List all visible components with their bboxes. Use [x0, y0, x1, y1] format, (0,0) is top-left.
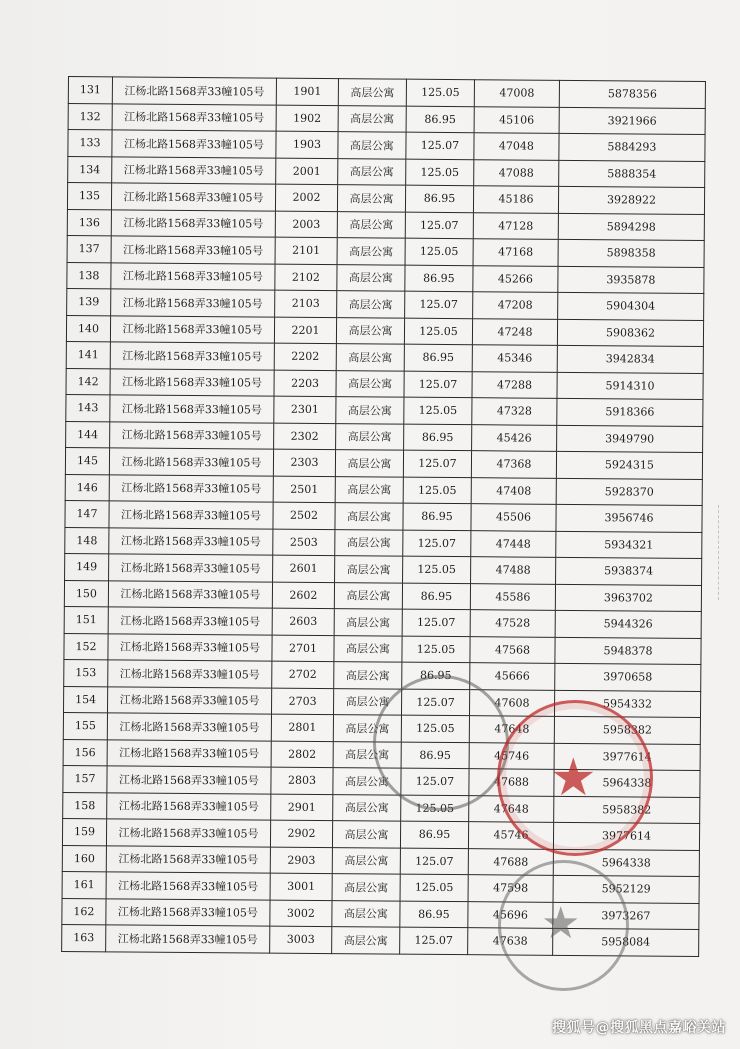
price-list-table	[61, 76, 706, 956]
unit-price-cell: 47008	[474, 80, 559, 107]
address-cell: 江杨北路1568弄33幢105号	[110, 368, 274, 396]
total-price-cell: 5958382	[554, 716, 700, 744]
row-number-cell: 132	[68, 103, 112, 130]
row-number-cell: 143	[66, 394, 110, 421]
total-price-cell: 3942834	[557, 345, 703, 373]
unit-price-cell: 47648	[469, 795, 554, 822]
unit-price-cell: 45586	[470, 583, 555, 610]
room-number-cell: 2302	[274, 423, 336, 450]
room-number-cell: 2803	[271, 767, 333, 794]
unit-price-cell: 45666	[470, 663, 555, 690]
row-number-cell: 152	[64, 633, 108, 660]
property-type-cell: 高层公寓	[338, 105, 406, 132]
room-number-cell: 2303	[273, 449, 335, 476]
property-type-cell: 高层公寓	[335, 450, 403, 477]
row-number-cell: 162	[62, 898, 106, 925]
unit-price-cell: 47608	[469, 689, 554, 716]
property-type-cell: 高层公寓	[334, 582, 402, 609]
address-cell: 江杨北路1568弄33幢105号	[112, 156, 276, 184]
total-price-cell: 5938374	[556, 557, 702, 585]
area-cell: 86.95	[404, 424, 472, 451]
area-cell: 125.05	[401, 715, 469, 742]
area-cell: 86.95	[402, 662, 470, 689]
row-number-cell: 135	[67, 183, 111, 210]
row-number-cell: 154	[64, 686, 108, 713]
room-number-cell: 2702	[272, 661, 334, 688]
area-cell: 86.95	[404, 344, 472, 371]
room-number-cell: 2103	[275, 290, 337, 317]
total-price-cell: 3977614	[553, 822, 699, 850]
unit-price-cell: 47568	[470, 636, 555, 663]
price-list-table-wrapper	[61, 76, 705, 956]
property-type-cell: 高层公寓	[335, 476, 403, 503]
area-cell: 125.07	[401, 689, 469, 716]
area-cell: 125.05	[403, 556, 471, 583]
row-number-cell: 136	[67, 209, 111, 236]
unit-price-cell: 47048	[474, 133, 559, 160]
address-cell: 江杨北路1568弄33幢105号	[108, 633, 272, 661]
area-cell: 86.95	[405, 185, 473, 212]
room-number-cell: 2001	[276, 158, 338, 185]
row-number-cell: 155	[63, 712, 107, 739]
address-cell: 江杨北路1568弄33幢105号	[109, 527, 273, 555]
property-type-cell: 高层公寓	[332, 874, 400, 901]
row-number-cell: 134	[68, 156, 112, 183]
address-cell: 江杨北路1568弄33幢105号	[110, 342, 274, 370]
total-price-cell: 5944326	[555, 610, 701, 638]
address-cell: 江杨北路1568弄33幢105号	[106, 845, 270, 873]
total-price-cell: 5954332	[554, 690, 700, 718]
row-number-cell: 148	[65, 527, 109, 554]
property-type-cell: 高层公寓	[337, 211, 405, 238]
row-number-cell: 147	[65, 500, 109, 527]
area-cell: 86.95	[401, 742, 469, 769]
property-type-cell: 高层公寓	[338, 132, 406, 159]
unit-price-cell: 47528	[470, 610, 555, 637]
address-cell: 江杨北路1568弄33幢105号	[111, 289, 275, 317]
unit-price-cell: 47448	[471, 530, 556, 557]
area-cell: 125.07	[404, 371, 472, 398]
total-price-cell: 3973267	[553, 902, 699, 930]
unit-price-cell: 45266	[473, 265, 558, 292]
property-type-cell: 高层公寓	[333, 688, 401, 715]
property-type-cell: 高层公寓	[333, 768, 401, 795]
unit-price-cell: 45746	[468, 822, 553, 849]
row-number-cell: 144	[66, 421, 110, 448]
room-number-cell: 2602	[272, 582, 334, 609]
room-number-cell: 1903	[276, 131, 338, 158]
row-number-cell: 153	[64, 659, 108, 686]
property-type-cell: 高层公寓	[337, 185, 405, 212]
property-type-cell: 高层公寓	[334, 609, 402, 636]
total-price-cell: 5884293	[559, 133, 705, 161]
area-cell: 125.05	[406, 79, 474, 106]
address-cell: 江杨北路1568弄33幢105号	[106, 819, 270, 847]
room-number-cell: 2802	[271, 741, 333, 768]
property-type-cell: 高层公寓	[333, 715, 401, 742]
property-type-cell: 高层公寓	[337, 291, 405, 318]
address-cell: 江杨北路1568弄33幢105号	[112, 130, 276, 158]
unit-price-cell: 47088	[474, 159, 559, 186]
total-price-cell: 5934321	[556, 531, 702, 559]
property-type-cell: 高层公寓	[336, 423, 404, 450]
unit-price-cell: 47688	[469, 769, 554, 796]
property-type-cell: 高层公寓	[337, 264, 405, 291]
address-cell: 江杨北路1568弄33幢105号	[107, 686, 271, 714]
unit-price-cell: 47648	[469, 716, 554, 743]
row-number-cell: 160	[62, 845, 106, 872]
property-type-cell: 高层公寓	[332, 847, 400, 874]
total-price-cell: 5964338	[554, 769, 700, 797]
address-cell: 江杨北路1568弄33幢105号	[112, 103, 276, 131]
room-number-cell: 2202	[274, 343, 336, 370]
total-price-cell: 5878356	[559, 80, 705, 108]
area-cell: 125.07	[406, 132, 474, 159]
address-cell: 江杨北路1568弄33幢105号	[111, 183, 275, 211]
unit-price-cell: 47248	[472, 318, 557, 345]
unit-price-cell: 47168	[473, 239, 558, 266]
row-number-cell: 142	[66, 368, 110, 395]
total-price-cell: 3921966	[559, 107, 705, 135]
row-number-cell: 150	[64, 580, 108, 607]
seal-star-icon: ★	[541, 898, 581, 949]
total-price-cell: 5958382	[554, 796, 700, 824]
address-cell: 江杨北路1568弄33幢105号	[110, 421, 274, 449]
page-edge-mark	[718, 505, 733, 600]
address-cell: 江杨北路1568弄33幢105号	[111, 209, 275, 237]
area-cell: 86.95	[405, 265, 473, 292]
room-number-cell: 2003	[275, 211, 337, 238]
room-number-cell: 2603	[272, 608, 334, 635]
area-cell: 125.07	[401, 768, 469, 795]
room-number-cell: 2201	[274, 317, 336, 344]
row-number-cell: 133	[68, 130, 112, 157]
property-type-cell: 高层公寓	[336, 317, 404, 344]
total-price-cell: 5958084	[553, 928, 699, 956]
total-price-cell: 3928922	[558, 186, 704, 214]
address-cell: 江杨北路1568弄33幢105号	[108, 607, 272, 635]
property-type-cell: 高层公寓	[333, 741, 401, 768]
property-type-cell: 高层公寓	[335, 529, 403, 556]
property-type-cell: 高层公寓	[332, 900, 400, 927]
unit-price-cell: 47598	[468, 875, 553, 902]
total-price-cell: 3949790	[557, 425, 703, 453]
row-number-cell: 131	[68, 77, 112, 104]
room-number-cell: 2903	[270, 847, 332, 874]
area-cell: 86.95	[406, 106, 474, 133]
property-type-cell: 高层公寓	[332, 927, 400, 954]
area-cell: 125.05	[401, 795, 469, 822]
row-number-cell: 137	[67, 235, 111, 262]
room-number-cell: 2002	[275, 184, 337, 211]
area-cell: 125.05	[404, 318, 472, 345]
total-price-cell: 5904304	[558, 292, 704, 320]
address-cell: 江杨北路1568弄33幢105号	[112, 77, 276, 105]
total-price-cell: 5924315	[556, 451, 702, 479]
total-price-cell: 5918366	[557, 398, 703, 426]
total-price-cell: 5964338	[553, 849, 699, 877]
property-type-cell: 高层公寓	[334, 635, 402, 662]
area-cell: 125.07	[403, 450, 471, 477]
area-cell: 125.05	[406, 159, 474, 186]
address-cell: 江杨北路1568弄33幢105号	[111, 236, 275, 264]
area-cell: 125.07	[400, 848, 468, 875]
area-cell: 125.05	[400, 874, 468, 901]
row-number-cell: 158	[63, 792, 107, 819]
area-cell: 86.95	[400, 901, 468, 928]
address-cell: 江杨北路1568弄33幢105号	[106, 925, 270, 953]
room-number-cell: 2101	[275, 237, 337, 264]
row-number-cell: 138	[67, 262, 111, 289]
address-cell: 江杨北路1568弄33幢105号	[109, 474, 273, 502]
price-list-body	[62, 77, 706, 956]
property-type-cell: 高层公寓	[336, 397, 404, 424]
address-cell: 江杨北路1568弄33幢105号	[110, 395, 274, 423]
row-number-cell: 141	[66, 341, 110, 368]
row-number-cell: 149	[65, 553, 109, 580]
total-price-cell: 3970658	[555, 663, 701, 691]
address-cell: 江杨北路1568弄33幢105号	[109, 554, 273, 582]
area-cell: 125.05	[403, 477, 471, 504]
address-cell: 江杨北路1568弄33幢105号	[106, 898, 270, 926]
address-cell: 江杨北路1568弄33幢105号	[107, 792, 271, 820]
total-price-cell: 3956746	[556, 504, 702, 532]
property-type-cell: 高层公寓	[337, 238, 405, 265]
total-price-cell: 5948378	[555, 637, 701, 665]
property-type-cell: 高层公寓	[335, 503, 403, 530]
area-cell: 125.05	[402, 636, 470, 663]
area-cell: 125.05	[404, 397, 472, 424]
total-price-cell: 5928370	[556, 478, 702, 506]
total-price-cell: 5952129	[553, 875, 699, 903]
total-price-cell: 5914310	[557, 372, 703, 400]
room-number-cell: 3003	[270, 926, 332, 953]
row-number-cell: 159	[62, 818, 106, 845]
unit-price-cell: 45506	[471, 504, 556, 531]
unit-price-cell: 47128	[473, 212, 558, 239]
property-type-cell: 高层公寓	[336, 370, 404, 397]
unit-price-cell: 45106	[474, 106, 559, 133]
room-number-cell: 2503	[273, 529, 335, 556]
row-number-cell: 157	[63, 765, 107, 792]
row-number-cell: 151	[64, 606, 108, 633]
area-cell: 125.07	[402, 609, 470, 636]
room-number-cell: 2102	[275, 264, 337, 291]
unit-price-cell: 45746	[469, 742, 554, 769]
room-number-cell: 2601	[273, 555, 335, 582]
property-type-cell: 高层公寓	[338, 158, 406, 185]
area-cell: 86.95	[400, 821, 468, 848]
unit-price-cell: 45696	[468, 901, 553, 928]
total-price-cell: 3935878	[558, 266, 704, 294]
area-cell: 125.07	[405, 212, 473, 239]
unit-price-cell: 47638	[468, 928, 553, 955]
row-number-cell: 146	[65, 474, 109, 501]
row-number-cell: 161	[62, 871, 106, 898]
area-cell: 125.05	[405, 238, 473, 265]
address-cell: 江杨北路1568弄33幢105号	[110, 315, 274, 343]
room-number-cell: 3002	[270, 900, 332, 927]
area-cell: 125.07	[405, 291, 473, 318]
address-cell: 江杨北路1568弄33幢105号	[109, 501, 273, 529]
table-row	[62, 924, 699, 956]
unit-price-cell: 45426	[472, 424, 557, 451]
room-number-cell: 2701	[272, 635, 334, 662]
unit-price-cell: 45186	[473, 186, 558, 213]
unit-price-cell: 47488	[471, 557, 556, 584]
room-number-cell: 2203	[274, 370, 336, 397]
total-price-cell: 5894298	[558, 213, 704, 241]
room-number-cell: 2501	[273, 476, 335, 503]
row-number-cell: 140	[66, 315, 110, 342]
room-number-cell: 2703	[271, 688, 333, 715]
unit-price-cell: 47288	[472, 371, 557, 398]
unit-price-cell: 47688	[468, 848, 553, 875]
seal-star-icon: ★	[550, 748, 597, 808]
address-cell: 江杨北路1568弄33幢105号	[107, 713, 271, 741]
property-type-cell: 高层公寓	[332, 821, 400, 848]
total-price-cell: 3963702	[555, 584, 701, 612]
address-cell: 江杨北路1568弄33幢105号	[111, 262, 275, 290]
room-number-cell: 2901	[271, 794, 333, 821]
room-number-cell: 2502	[273, 502, 335, 529]
source-watermark: 搜狐号@搜狐黑点嘉峪关站	[552, 1020, 726, 1036]
address-cell: 江杨北路1568弄33幢105号	[109, 448, 273, 476]
address-cell: 江杨北路1568弄33幢105号	[108, 660, 272, 688]
total-price-cell: 5898358	[558, 239, 704, 267]
row-number-cell: 163	[62, 924, 106, 951]
row-number-cell: 156	[63, 739, 107, 766]
area-cell: 86.95	[403, 503, 471, 530]
unit-price-cell: 45346	[472, 345, 557, 372]
row-number-cell: 139	[67, 288, 111, 315]
total-price-cell: 5888354	[559, 160, 705, 188]
total-price-cell: 3977614	[554, 743, 700, 771]
room-number-cell: 1902	[276, 105, 338, 132]
address-cell: 江杨北路1568弄33幢105号	[106, 872, 270, 900]
area-cell: 86.95	[402, 583, 470, 610]
room-number-cell: 2801	[271, 714, 333, 741]
unit-price-cell: 47208	[473, 292, 558, 319]
room-number-cell: 2301	[274, 396, 336, 423]
property-type-cell: 高层公寓	[335, 556, 403, 583]
address-cell: 江杨北路1568弄33幢105号	[107, 739, 271, 767]
area-cell: 125.07	[400, 927, 468, 954]
area-cell: 125.07	[403, 530, 471, 557]
unit-price-cell: 47328	[472, 398, 557, 425]
room-number-cell: 2902	[270, 820, 332, 847]
property-type-cell: 高层公寓	[338, 79, 406, 106]
room-number-cell: 1901	[276, 78, 338, 105]
property-type-cell: 高层公寓	[336, 344, 404, 371]
property-type-cell: 高层公寓	[333, 794, 401, 821]
unit-price-cell: 47408	[471, 477, 556, 504]
room-number-cell: 3001	[270, 873, 332, 900]
address-cell: 江杨北路1568弄33幢105号	[107, 766, 271, 794]
row-number-cell: 145	[65, 447, 109, 474]
total-price-cell: 5908362	[557, 319, 703, 347]
unit-price-cell: 47368	[471, 451, 556, 478]
property-type-cell: 高层公寓	[334, 662, 402, 689]
address-cell: 江杨北路1568弄33幢105号	[108, 580, 272, 608]
